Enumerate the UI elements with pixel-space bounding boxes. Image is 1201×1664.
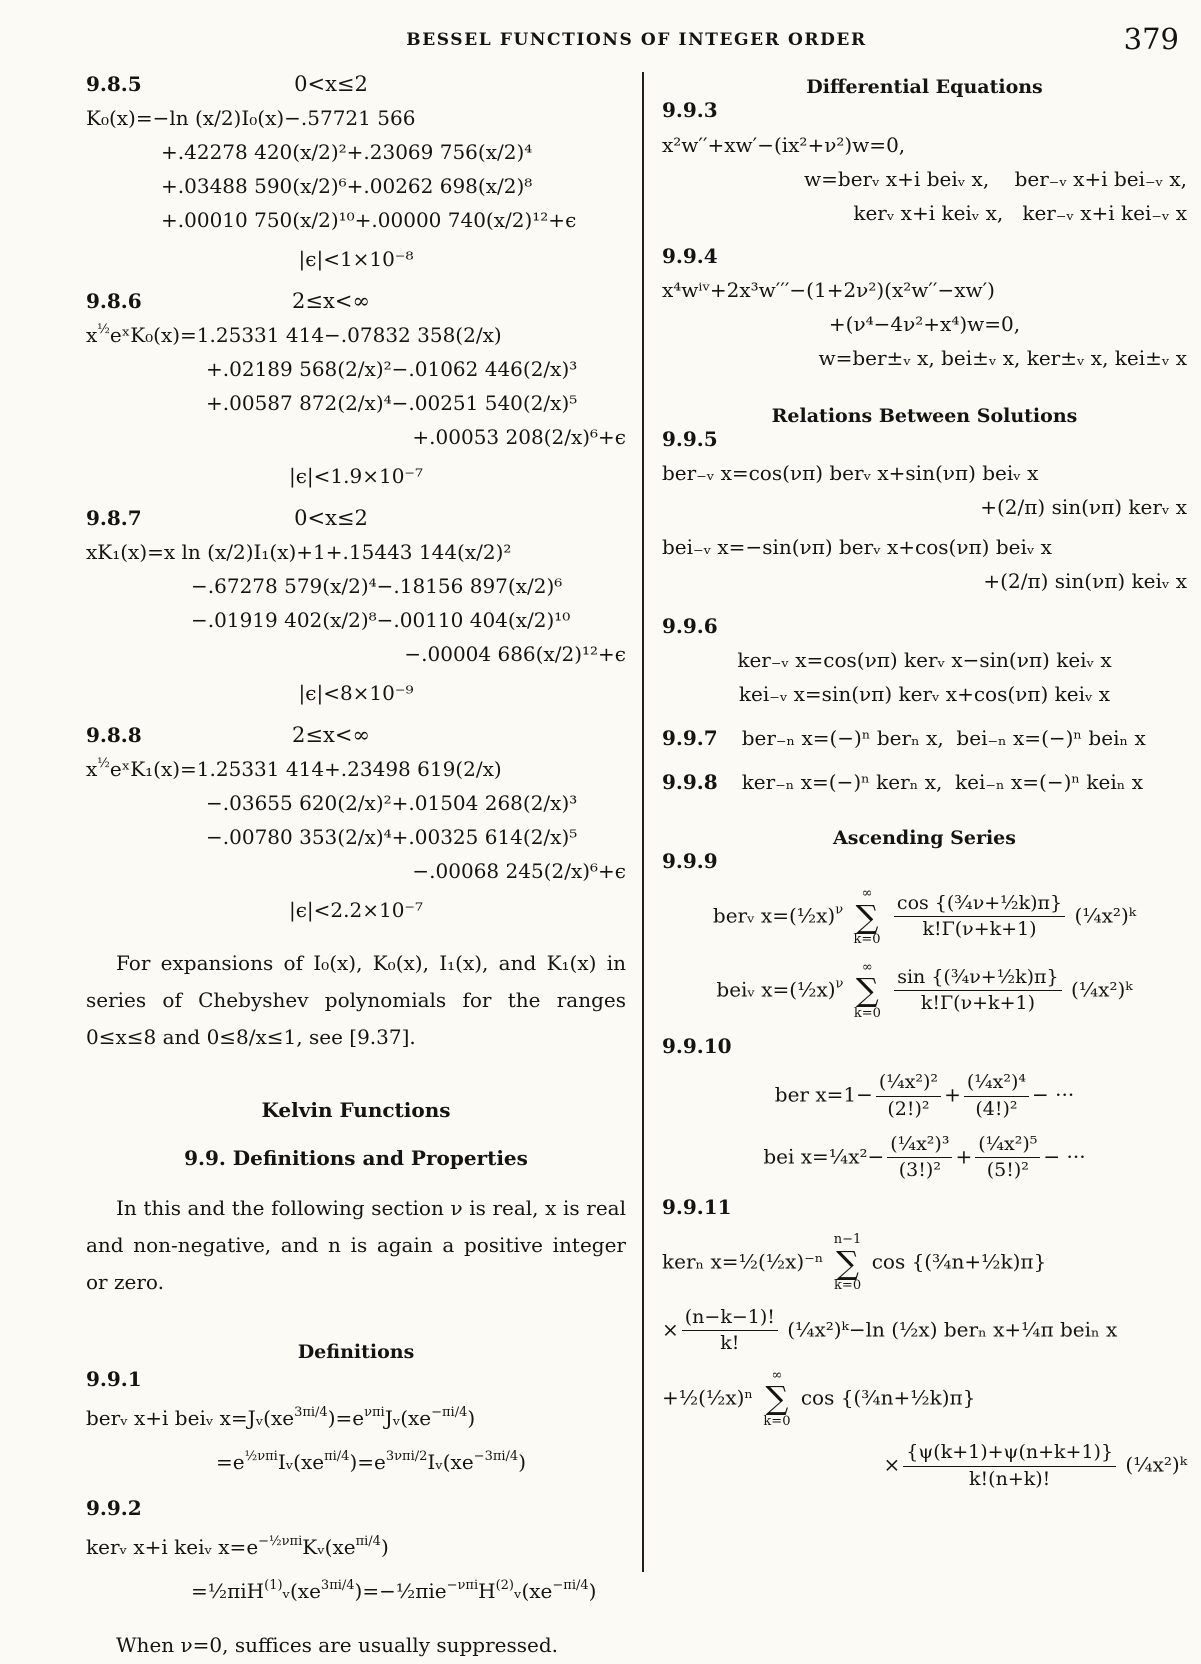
paragraph-chebyshev: For expansions of I₀(x), K₀(x), I₁(x), and K₁(x) in series of Chebyshev polynomials for the ranges 0≤x≤8 and 0≤8/x≤1, see [9.37]. [86, 951, 626, 1049]
formula-line [206, 786, 626, 820]
math-run [885, 903, 891, 927]
math-run: H [478, 1579, 496, 1603]
math-run: ½νπi [244, 1449, 278, 1464]
math-run: Jᵥ(xe [384, 1406, 432, 1430]
equation-number: 9.9.3 [662, 98, 718, 122]
equation-number: 9.9.7 [662, 726, 718, 750]
formula-line [161, 169, 626, 203]
error-bound [86, 242, 626, 276]
fraction: $\frac{(n-k-1)!}{k!}$ [682, 1307, 778, 1355]
formula-line [662, 530, 1187, 564]
formula-line [86, 637, 626, 671]
running-header-title: BESSEL FUNCTIONS OF INTEGER ORDER [406, 30, 867, 50]
equation-header [86, 1496, 626, 1520]
math-run: × [883, 1452, 901, 1477]
fraction: $\frac{\text{(¼x²)⁵}}{\text{(5!)²}}$ [975, 1134, 1040, 1182]
math-run: |ϵ|<1.9×10⁻⁷ [288, 464, 424, 488]
math-run: +.00053 208(2/x)⁶+ϵ [412, 425, 626, 449]
math-run: (¼x²)ᵏ [1119, 1452, 1187, 1477]
formula-line [662, 1233, 1187, 1293]
math-run: ) [380, 1535, 389, 1559]
summation: n−1 ∑ k=0 [833, 1232, 862, 1294]
equation-header [86, 506, 626, 530]
section-9-9-5 [662, 427, 1187, 598]
math-run: + [955, 1144, 973, 1169]
equation-header [662, 849, 1187, 873]
equation-number: 9.8.6 [86, 289, 142, 313]
formula-line [206, 820, 626, 854]
math-run: −πi/4 [552, 1578, 589, 1593]
equation-number: 9.9.1 [86, 1367, 142, 1391]
equation-header [86, 72, 626, 96]
math-run: −.67278 579(x/2)⁴−.18156 897(x/2)⁶ [191, 574, 563, 598]
math-run: (¼x²)ᵏ−ln (½x) berₙ x+¼π beiₙ x [780, 1317, 1118, 1342]
math-run: kei₋ᵥ x=sin(νπ) kerᵥ x+cos(νπ) keiᵥ x [738, 682, 1111, 706]
formula-line [161, 203, 626, 237]
formula-line [206, 352, 626, 386]
section-9-9-11 [662, 1195, 1187, 1489]
math-run: ) [467, 1406, 476, 1430]
math-run [885, 977, 891, 1001]
error-bound [86, 459, 626, 493]
math-run: −.00004 686(x/2)¹²+ϵ [404, 642, 626, 666]
formula-line [662, 1442, 1187, 1490]
subheading-definitions: Definitions [297, 1341, 415, 1363]
math-run: x [86, 323, 98, 347]
formula-line [662, 273, 1187, 307]
math-run: πi/4 [355, 1534, 381, 1549]
section-9-8-5 [86, 72, 626, 276]
math-run: (1) [264, 1578, 283, 1593]
fraction: $\frac{\text{(¼x²)⁴}}{\text{(4!)²}}$ [964, 1072, 1029, 1120]
equation-range: 0<x≤2 [294, 72, 368, 96]
section-9-9-10 [662, 1034, 1187, 1181]
math-run: πi/4 [324, 1449, 350, 1464]
math-run: w=ber±ᵥ x, bei±ᵥ x, ker±ᵥ x, kei±ᵥ x [818, 346, 1187, 370]
equation-header [86, 1367, 626, 1391]
math-run: ker₋ₙ x=(−)ⁿ kerₙ x, kei₋ₙ x=(−)ⁿ keiₙ x [741, 770, 1144, 794]
formula-line [161, 135, 626, 169]
math-run: +.02189 568(2/x)²−.01062 446(2/x)³ [206, 357, 578, 381]
formula-line [742, 721, 1187, 755]
formula-line [86, 1396, 626, 1440]
math-run: kerₙ x=½(½x)⁻ⁿ [662, 1249, 830, 1274]
running-head [86, 22, 1187, 66]
summation: ∞ ∑ k=0 [853, 886, 881, 948]
math-run: xK₁(x)=x ln (x/2)I₁(x)+1+.15443 144(x/2)² [86, 540, 512, 564]
paragraph-intro: In this and the following section ν is real, x is real and non-negative, and n is again a positive integer or zero. [86, 1196, 626, 1294]
math-run: −.00068 245(2/x)⁶+ϵ [412, 859, 626, 883]
error-bound [86, 893, 626, 927]
math-run: +.00010 750(x/2)¹⁰+.00000 740(x/2)¹²+ϵ [161, 208, 577, 232]
error-bound [86, 676, 626, 710]
math-run: berᵥ x=(½x) [712, 903, 836, 928]
formula-line [662, 887, 1187, 947]
equation-number: 9.9.2 [86, 1496, 142, 1520]
formula-line [662, 490, 1187, 524]
math-run: ker₋ᵥ x=cos(νπ) kerᵥ x−sin(νπ) keiᵥ x [737, 648, 1112, 672]
equation-range: 2≤x<∞ [292, 723, 370, 747]
section-9-9-6 [662, 614, 1187, 711]
math-run: ᵥ(xe [514, 1579, 553, 1603]
math-run: x [86, 757, 98, 781]
math-run: x⁴wⁱᵛ+2x³w′′′−(1+2ν²)(x²w′′−xw′) [662, 278, 995, 302]
math-run: × [662, 1317, 679, 1342]
formula-line [86, 752, 626, 786]
equation-range: 0<x≤2 [294, 506, 368, 530]
math-run: berᵥ x+i beiᵥ x=Jᵥ(xe [86, 1406, 295, 1430]
formula-line [662, 961, 1187, 1021]
math-run: K₀(x)=−ln (x/2)I₀(x)−.57721 566 [86, 106, 416, 130]
subsection-heading-definitions-properties: 9.9. Definitions and Properties [184, 1146, 528, 1170]
fraction: $\frac{\text{(¼x²)²}}{\text{(2!)²}}$ [876, 1072, 941, 1120]
math-run: (¼x²)ᵏ [1068, 903, 1137, 928]
formula-line [742, 765, 1187, 799]
fraction: $\frac{\text{sin \{(¾ν+½k)π\}}}{k!\Gamma(\nu+k+1)}$ [894, 967, 1061, 1015]
section-heading-kelvin-functions: Kelvin Functions [261, 1098, 451, 1122]
math-run: )=e [349, 1450, 386, 1474]
formula-line [662, 1369, 1187, 1429]
section-9-9-3 [662, 98, 1187, 230]
subheading-ascending-series: Ascending Series [833, 827, 1016, 849]
equation-number: 9.8.7 [86, 506, 142, 530]
formula-line [86, 854, 626, 888]
equation-number: 9.8.8 [86, 723, 142, 747]
math-run: 3πi/4 [294, 1405, 328, 1420]
equation-number: 9.9.11 [662, 1195, 732, 1220]
equation-header [86, 723, 626, 747]
math-run: =e [216, 1450, 245, 1474]
math-run: eˣK₀(x)=1.25331 414−.07832 358(2/x) [109, 323, 502, 347]
math-run: bei x=¼x²− [763, 1144, 885, 1169]
equation-header [86, 289, 626, 313]
equation-header [662, 1034, 1187, 1058]
math-run [843, 977, 849, 1001]
math-run: Kᵥ(xe [302, 1535, 356, 1559]
formula-line [86, 420, 626, 454]
formula-line [662, 643, 1187, 677]
formula-line [86, 535, 626, 569]
math-run: ) [588, 1579, 597, 1603]
formula-line [662, 1307, 1187, 1355]
math-run: +(2/π) sin(νπ) kerᵥ x [980, 495, 1187, 519]
math-run: )=−½πie [354, 1579, 447, 1603]
math-run: −νπi [446, 1578, 479, 1593]
formula-line [86, 101, 626, 135]
math-run: |ϵ|<2.2×10⁻⁷ [288, 898, 424, 922]
math-run: ᵥ(xe [282, 1579, 321, 1603]
formula-line [191, 569, 626, 603]
section-9-9-1 [86, 1367, 626, 1484]
math-run: x²w′′+xw′−(ix²+ν²)w=0, [662, 133, 906, 157]
formula-line [662, 196, 1187, 230]
math-run: + [944, 1082, 961, 1107]
section-9-8-6 [86, 289, 626, 493]
equation-number: 9.9.5 [662, 427, 718, 451]
math-run [843, 903, 849, 927]
formula-line [662, 677, 1187, 711]
formula-line [191, 1569, 626, 1613]
math-run: ½ [97, 756, 110, 771]
math-run: −½νπi [258, 1534, 303, 1549]
subheading-differential-equations: Differential Equations [806, 76, 1043, 98]
math-run: kerᵥ x+i keiᵥ x, ker₋ᵥ x+i kei₋ᵥ x [853, 201, 1187, 225]
equation-number: 9.9.4 [662, 244, 718, 268]
equation-header [662, 244, 1187, 268]
summation: ∞ ∑ k=0 [763, 1367, 791, 1429]
subheading-relations-between-solutions: Relations Between Solutions [771, 405, 1078, 427]
formula-line [662, 1072, 1187, 1120]
section-9-8-8 [86, 723, 626, 927]
math-run: beiᵥ x=(½x) [716, 977, 836, 1001]
math-run: cos {(¾n+½k)π} [865, 1249, 1047, 1274]
math-run: νπi [364, 1405, 385, 1420]
math-run: − ··· [1043, 1144, 1086, 1169]
equation-header [662, 614, 1187, 638]
math-run: )=e [327, 1406, 365, 1430]
equation-number: 9.8.5 [86, 72, 142, 96]
math-run: |ϵ|<1×10⁻⁸ [298, 247, 414, 271]
math-run: eˣK₁(x)=1.25331 414+.23498 619(2/x) [109, 757, 502, 781]
formula-line [662, 341, 1187, 375]
section-9-9-7 [662, 721, 1187, 755]
formula-line [662, 162, 1187, 196]
math-run: cos {(¾n+½k)π} [794, 1384, 976, 1409]
section-9-9-4 [662, 244, 1187, 375]
math-run: (2) [495, 1578, 515, 1593]
formula-line [86, 318, 626, 352]
math-run: (¼x²)ᵏ [1064, 977, 1133, 1001]
equation-number: 9.9.6 [662, 614, 718, 638]
formula-line [662, 128, 1187, 162]
right-column [642, 72, 1187, 1572]
summation: ∞ ∑ k=0 [853, 959, 881, 1021]
formula-line [662, 307, 1187, 341]
fraction: $\frac{\{\psi(k+1)+\psi(n+k+1)\}}{k!(n+k)!}$ [903, 1442, 1116, 1490]
closing-note: When ν=0, suffices are usually suppressed. [116, 1633, 559, 1657]
formula-line [216, 1440, 626, 1484]
equation-number: 9.9.8 [662, 770, 718, 794]
math-run: +(ν⁴−4ν²+x⁴)w=0, [828, 312, 1021, 336]
section-9-9-2 [86, 1496, 626, 1613]
equation-range: 2≤x<∞ [292, 289, 370, 313]
equation-header [662, 98, 1187, 122]
math-run: +½(½x)ⁿ [662, 1384, 760, 1409]
math-run: − ··· [1032, 1082, 1075, 1107]
math-run: +.42278 420(x/2)²+.23069 756(x/2)⁴ [161, 140, 533, 164]
math-run: 3πi/4 [320, 1578, 355, 1593]
math-run: bei₋ᵥ x=−sin(νπ) berᵥ x+cos(νπ) beiᵥ x [662, 535, 1052, 559]
math-run: ν [835, 976, 844, 991]
page-number: 379 [1123, 22, 1179, 56]
section-9-8-7 [86, 506, 626, 710]
section-9-9-8 [662, 765, 1187, 799]
math-run: Iᵥ(xe [427, 1450, 474, 1474]
formula-line [662, 1134, 1187, 1182]
section-9-9-9 [662, 849, 1187, 1020]
equation-header [662, 427, 1187, 451]
fraction: $\frac{\text{(¼x²)³}}{\text{(3!)²}}$ [887, 1134, 952, 1182]
math-run: ) [518, 1450, 527, 1474]
math-run: ½ [97, 322, 110, 337]
math-run: −πi/4 [431, 1405, 468, 1420]
math-run: ν [835, 902, 844, 918]
math-run: 3νπi/2 [385, 1449, 428, 1464]
math-run: ber x=1− [774, 1082, 873, 1107]
fraction: $\frac{\text{cos \{(¾ν+½k)π\}}}{k!\Gamma(\nu+k+1)}$ [894, 893, 1065, 941]
equation-number: 9.9.9 [662, 849, 718, 873]
math-run: −3πi/4 [473, 1449, 519, 1464]
math-run: Iᵥ(xe [277, 1450, 325, 1474]
formula-line [662, 456, 1187, 490]
equation-header [662, 1195, 1187, 1219]
formula-line [86, 1525, 626, 1569]
math-run: kerᵥ x+i keiᵥ x=e [86, 1535, 259, 1559]
math-run: =½πiH [191, 1579, 265, 1603]
math-run: −.01919 402(x/2)⁸−.00110 404(x/2)¹⁰ [191, 608, 571, 632]
math-run: +.00587 872(2/x)⁴−.00251 540(2/x)⁵ [206, 391, 578, 415]
math-run: −.03655 620(2/x)²+.01504 268(2/x)³ [206, 791, 578, 815]
math-run: ber₋ᵥ x=cos(νπ) berᵥ x+sin(νπ) beiᵥ x [662, 461, 1039, 485]
formula-line [206, 386, 626, 420]
formula-line [662, 564, 1187, 598]
math-run: |ϵ|<8×10⁻⁹ [298, 681, 414, 705]
math-run: +.03488 590(x/2)⁶+.00262 698(x/2)⁸ [161, 174, 533, 198]
math-run: −.00780 353(2/x)⁴+.00325 614(2/x)⁵ [206, 825, 578, 849]
math-run: w=berᵥ x+i beiᵥ x, ber₋ᵥ x+i bei₋ᵥ x, [804, 167, 1187, 191]
math-run: +(2/π) sin(νπ) keiᵥ x [983, 569, 1187, 593]
formula-line [191, 603, 626, 637]
equation-number: 9.9.10 [662, 1034, 732, 1059]
math-run: ber₋ₙ x=(−)ⁿ berₙ x, bei₋ₙ x=(−)ⁿ beiₙ x [741, 726, 1146, 750]
